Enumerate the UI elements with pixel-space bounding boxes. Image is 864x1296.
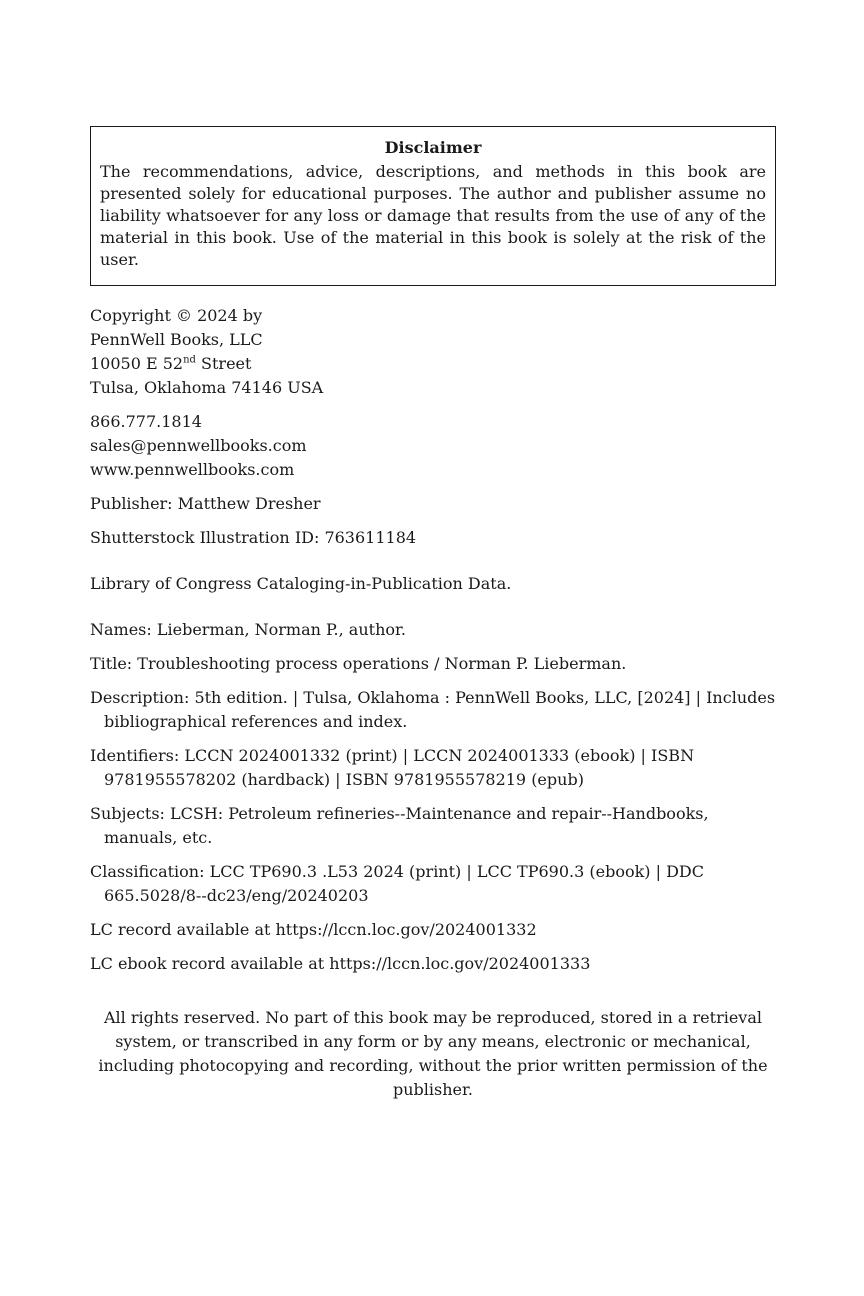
cip-title: Title: Troubleshooting process operations / Norman P. Lieberman. [90, 654, 627, 673]
lc-record: LC record available at https://lccn.loc.gov/2024001332 [90, 920, 537, 939]
phone-number: 866.777.1814 [90, 412, 202, 431]
website: www.pennwellbooks.com [90, 460, 295, 479]
copyright-page [90, 126, 776, 1102]
publisher-line: Publisher: Matthew Dresher [90, 494, 321, 513]
rights-statement: All rights reserved. No part of this book may be reproduced, stored in a retrieval system, or transcribed in any form or by any means, electronic or mechanical, including photocopying and recording, without the prior written permission of the publisher. [98, 1008, 768, 1099]
cip-subjects: Subjects: LCSH: Petroleum refineries--Maintenance and repair--Handbooks, manuals, etc. [90, 804, 709, 847]
disclaimer-title: Disclaimer [384, 138, 482, 157]
copyright-block [90, 304, 776, 400]
publisher-name: PennWell Books, LLC [90, 330, 263, 349]
disclaimer-box [90, 126, 776, 286]
lc-ebook-record: LC ebook record available at https://lccn.loc.gov/2024001333 [90, 954, 591, 973]
contact-block [90, 410, 776, 482]
cip-description: Description: 5th edition. | Tulsa, Oklahoma : PennWell Books, LLC, [2024] | Includes bibliographical references and index. [90, 688, 776, 731]
cip-names: Names: Lieberman, Norman P., author. [90, 620, 406, 639]
copyright-line: Copyright © 2024 by [90, 306, 263, 325]
cip-heading: Library of Congress Cataloging-in-Publication Data. [90, 574, 512, 593]
illustration-line: Shutterstock Illustration ID: 763611184 [90, 528, 417, 547]
cip-classification: Classification: LCC TP690.3 .L53 2024 (print) | LCC TP690.3 (ebook) | DDC 665.5028/8--dc23/eng/20240203 [90, 862, 704, 905]
cip-identifiers: Identifiers: LCCN 2024001332 (print) | LCCN 2024001333 (ebook) | ISBN 9781955578202 (hardback) | ISBN 9781955578219 (epub) [90, 746, 695, 789]
disclaimer-text: The recommendations, advice, descriptions, and methods in this book are presented solely for educational purposes. The author and publisher assume no liability whatsoever for any loss or damage that results from the use of any of the material in this book. Use of the material in this book is solely at the risk of the user. [100, 162, 766, 269]
city-address: Tulsa, Oklahoma 74146 USA [90, 378, 324, 397]
email-address: sales@pennwellbooks.com [90, 436, 307, 455]
street-address: 10050 E 52nd Street [90, 354, 252, 373]
